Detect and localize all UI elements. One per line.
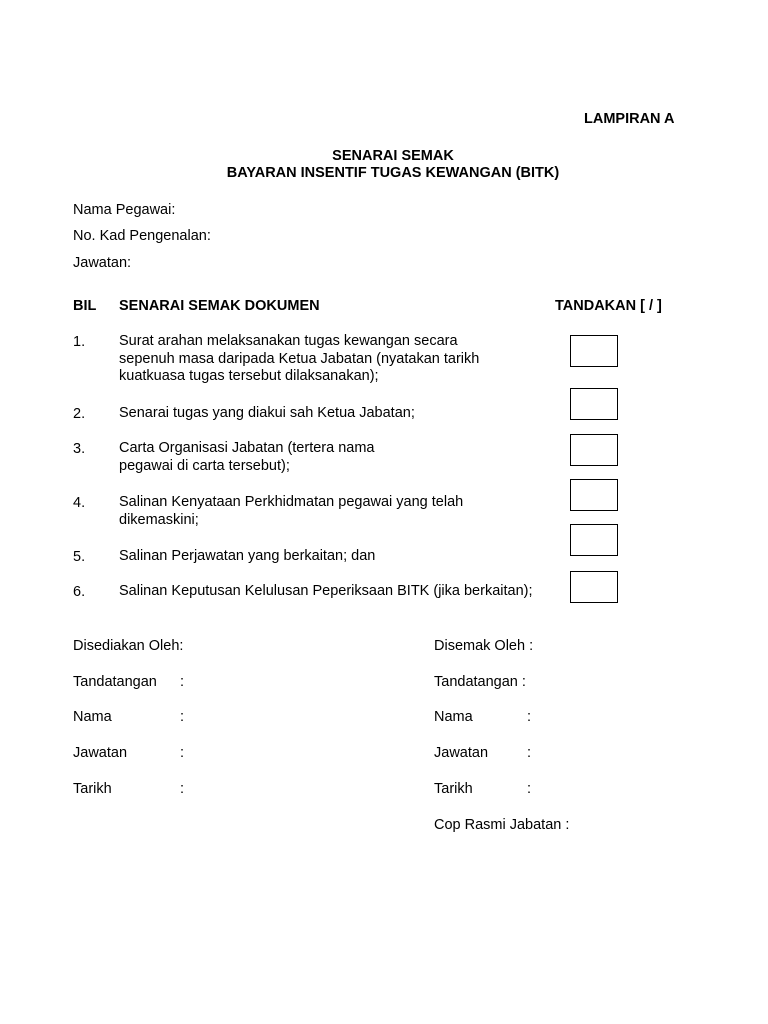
row-number: 6. [73, 584, 86, 600]
row-number: 4. [73, 495, 86, 511]
checked-signature-label: Tandatangan : [434, 674, 526, 690]
checked-date-label: Tarikh [434, 781, 473, 797]
checklist-item-text [119, 548, 375, 566]
checklist-item-line: kuatkuasa tugas tersebut dilaksanakan); [119, 368, 379, 384]
column-header-bil: BIL [73, 298, 97, 314]
checkbox-item-2[interactable] [570, 388, 618, 420]
checkbox-item-3[interactable] [570, 434, 618, 466]
checklist-item-line: pegawai di carta tersebut); [119, 457, 290, 474]
prepared-name-label: Nama [73, 709, 112, 725]
lampiran-label: LAMPIRAN A [584, 111, 675, 127]
row-number: 1. [73, 334, 86, 350]
checked-date-colon: : [527, 781, 532, 797]
checked-name-label: Nama [434, 709, 473, 725]
checklist-item-line: Salinan Kenyataan Perkhidmatan pegawai yang telah [119, 494, 464, 510]
checklist-item-line: Salinan Keputusan Kelulusan Peperiksaan BITK (jika berkaitan); [119, 583, 533, 599]
checklist-item-text [119, 583, 533, 601]
prepared-name-colon: : [180, 709, 185, 725]
checkbox-item-4[interactable] [570, 479, 618, 511]
checklist-item-line: Salinan Perjawatan yang berkaitan; dan [119, 548, 376, 564]
prepared-by-heading: Disediakan Oleh: [73, 638, 184, 654]
checklist-item-text [119, 405, 415, 423]
prepared-date-colon: : [180, 781, 185, 797]
prepared-position-label: Jawatan [73, 745, 128, 761]
prepared-date-label: Tarikh [73, 781, 112, 797]
no-kad-pengenalan-label: No. Kad Pengenalan: [73, 228, 211, 244]
checkbox-item-1[interactable] [570, 335, 618, 367]
prepared-signature-label: Tandatangan [73, 674, 157, 690]
official-stamp-label: Cop Rasmi Jabatan : [434, 817, 570, 833]
document-title-line2: BAYARAN INSENTIF TUGAS KEWANGAN (BITK) [226, 165, 560, 181]
checked-name-colon: : [527, 709, 532, 725]
checklist-item-text [119, 333, 479, 386]
checklist-item-line: Senarai tugas yang diakui sah Ketua Jabatan; [119, 405, 415, 421]
checkbox-item-6[interactable] [570, 571, 618, 603]
checklist-item-text [119, 494, 463, 529]
prepared-position-colon: : [180, 745, 185, 761]
checked-position-label: Jawatan [434, 745, 489, 761]
checklist-item-line: dikemaskini; [119, 511, 199, 528]
checklist-item-text [119, 440, 375, 475]
checked-position-colon: : [527, 745, 532, 761]
checklist-item-line: Carta Organisasi Jabatan (tertera nama [119, 440, 375, 456]
row-number: 3. [73, 441, 86, 457]
checklist-item-line: sepenuh masa daripada Ketua Jabatan (nyatakan tarikh [119, 350, 480, 367]
prepared-signature-colon: : [180, 674, 185, 690]
checkbox-item-5[interactable] [570, 524, 618, 556]
jawatan-label: Jawatan: [73, 255, 132, 271]
column-header-tandakan: TANDAKAN [ / ] [555, 298, 662, 314]
checklist-item-line: Surat arahan melaksanakan tugas kewangan secara [119, 333, 458, 349]
row-number: 5. [73, 549, 86, 565]
column-header-documents: SENARAI SEMAK DOKUMEN [119, 298, 320, 314]
nama-pegawai-label: Nama Pegawai: [73, 202, 176, 218]
document-title-line1: SENARAI SEMAK [332, 148, 454, 164]
checked-by-heading: Disemak Oleh : [434, 638, 534, 654]
row-number: 2. [73, 406, 86, 422]
